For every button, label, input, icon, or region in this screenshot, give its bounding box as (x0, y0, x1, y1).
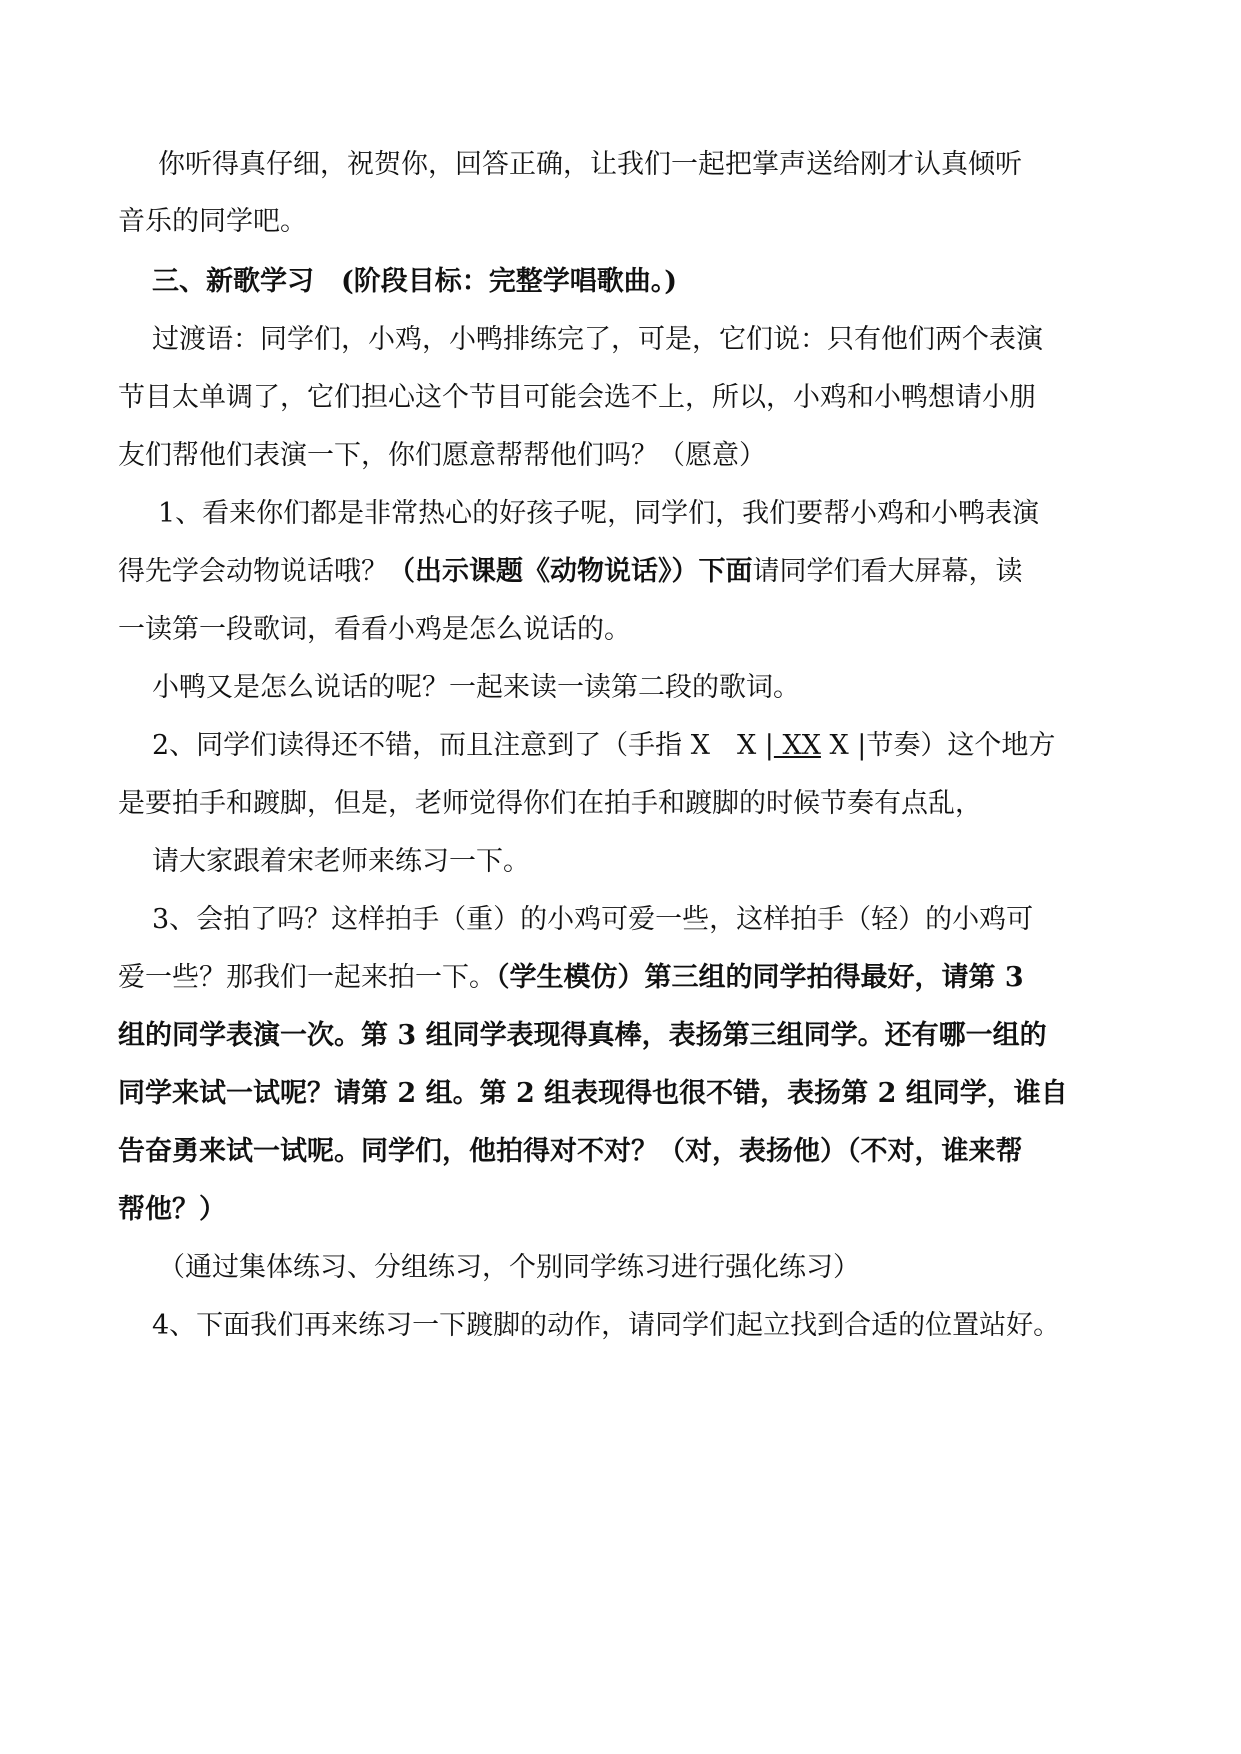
paragraph-line: 你听得真仔细，祝贺你，回答正确，让我们一起把掌声送给刚才认真倾听 (158, 149, 1022, 180)
paragraph-line-mixed (118, 958, 1241, 998)
paragraph-line: 请大家跟着宋老师来练习一下。 (152, 846, 530, 877)
bold-segment: （学生模仿）第三组的同学拍得最好，请第 3 (496, 962, 1024, 993)
paragraph-line: （通过集体练习、分组练习，个别同学练习进行强化练习） (158, 1252, 860, 1283)
paragraph-line-bold: 同学来试一试呢？请第 2 组。第 2 组表现得也很不错，表扬第 2 组同学，谁自 (118, 1078, 1068, 1109)
paragraph-line: 小鸭又是怎么说话的呢？一起来读一读第二段的歌词。 (152, 672, 800, 703)
paragraph-line: 过渡语：同学们，小鸡，小鸭排练完了，可是，它们说：只有他们两个表演 (152, 324, 1043, 355)
paragraph-line: 友们帮他们表演一下，你们愿意帮帮他们吗？（愿意） (118, 440, 766, 471)
paragraph-line: 是要拍手和踱脚，但是，老师觉得你们在拍手和踱脚的时候节奏有点乱， (118, 788, 982, 819)
paragraph-line-mixed (152, 726, 1241, 766)
paragraph-line-bold: 告奋勇来试一试呢。同学们，他拍得对不对？（对，表扬他）（不对，谁来帮 (118, 1136, 1023, 1167)
paragraph-line: 一读第一段歌词，看看小鸡是怎么说话的。 (118, 614, 631, 645)
text-segment: 请同学们看大屏幕，读 (752, 556, 1023, 587)
paragraph-line: 1、看来你们都是非常热心的好孩子呢，同学们，我们要帮小鸡和小鸭表演 (158, 498, 1040, 529)
paragraph-line: 节目太单调了，它们担心这个节目可能会选不上，所以，小鸡和小鸭想请小朋 (118, 382, 1036, 413)
paragraph-line-bold: 帮他？） (118, 1194, 226, 1225)
section-heading: 三、新歌学习 (阶段目标：完整学唱歌曲。) (152, 266, 678, 297)
text-segment: X |节奏）这个地方 (820, 730, 1056, 761)
lesson-title-callout: （出示课题《动物说话》）下面 (388, 556, 753, 587)
paragraph-line: 4、下面我们再来练习一下踱脚的动作，请同学们起立找到合适的位置站好。 (152, 1310, 1061, 1341)
paragraph-line: 3、会拍了吗？这样拍手（重）的小鸡可爱一些，这样拍手（轻）的小鸡可 (152, 904, 1034, 935)
paragraph-line-bold: 组的同学表演一次。第 3 组同学表现得真棒，表扬第三组同学。还有哪一组的 (118, 1020, 1047, 1051)
rhythm-notation: XX (773, 730, 821, 761)
text-segment: 得先学会动物说话哦？ (118, 556, 388, 587)
text-segment: 2、同学们读得还不错，而且注意到了（手指 X X | (152, 730, 774, 761)
paragraph-line-mixed (118, 552, 1241, 592)
paragraph-line: 音乐的同学吧。 (118, 206, 307, 237)
text-segment: 爱一些？那我们一起来拍一下。 (118, 962, 496, 993)
